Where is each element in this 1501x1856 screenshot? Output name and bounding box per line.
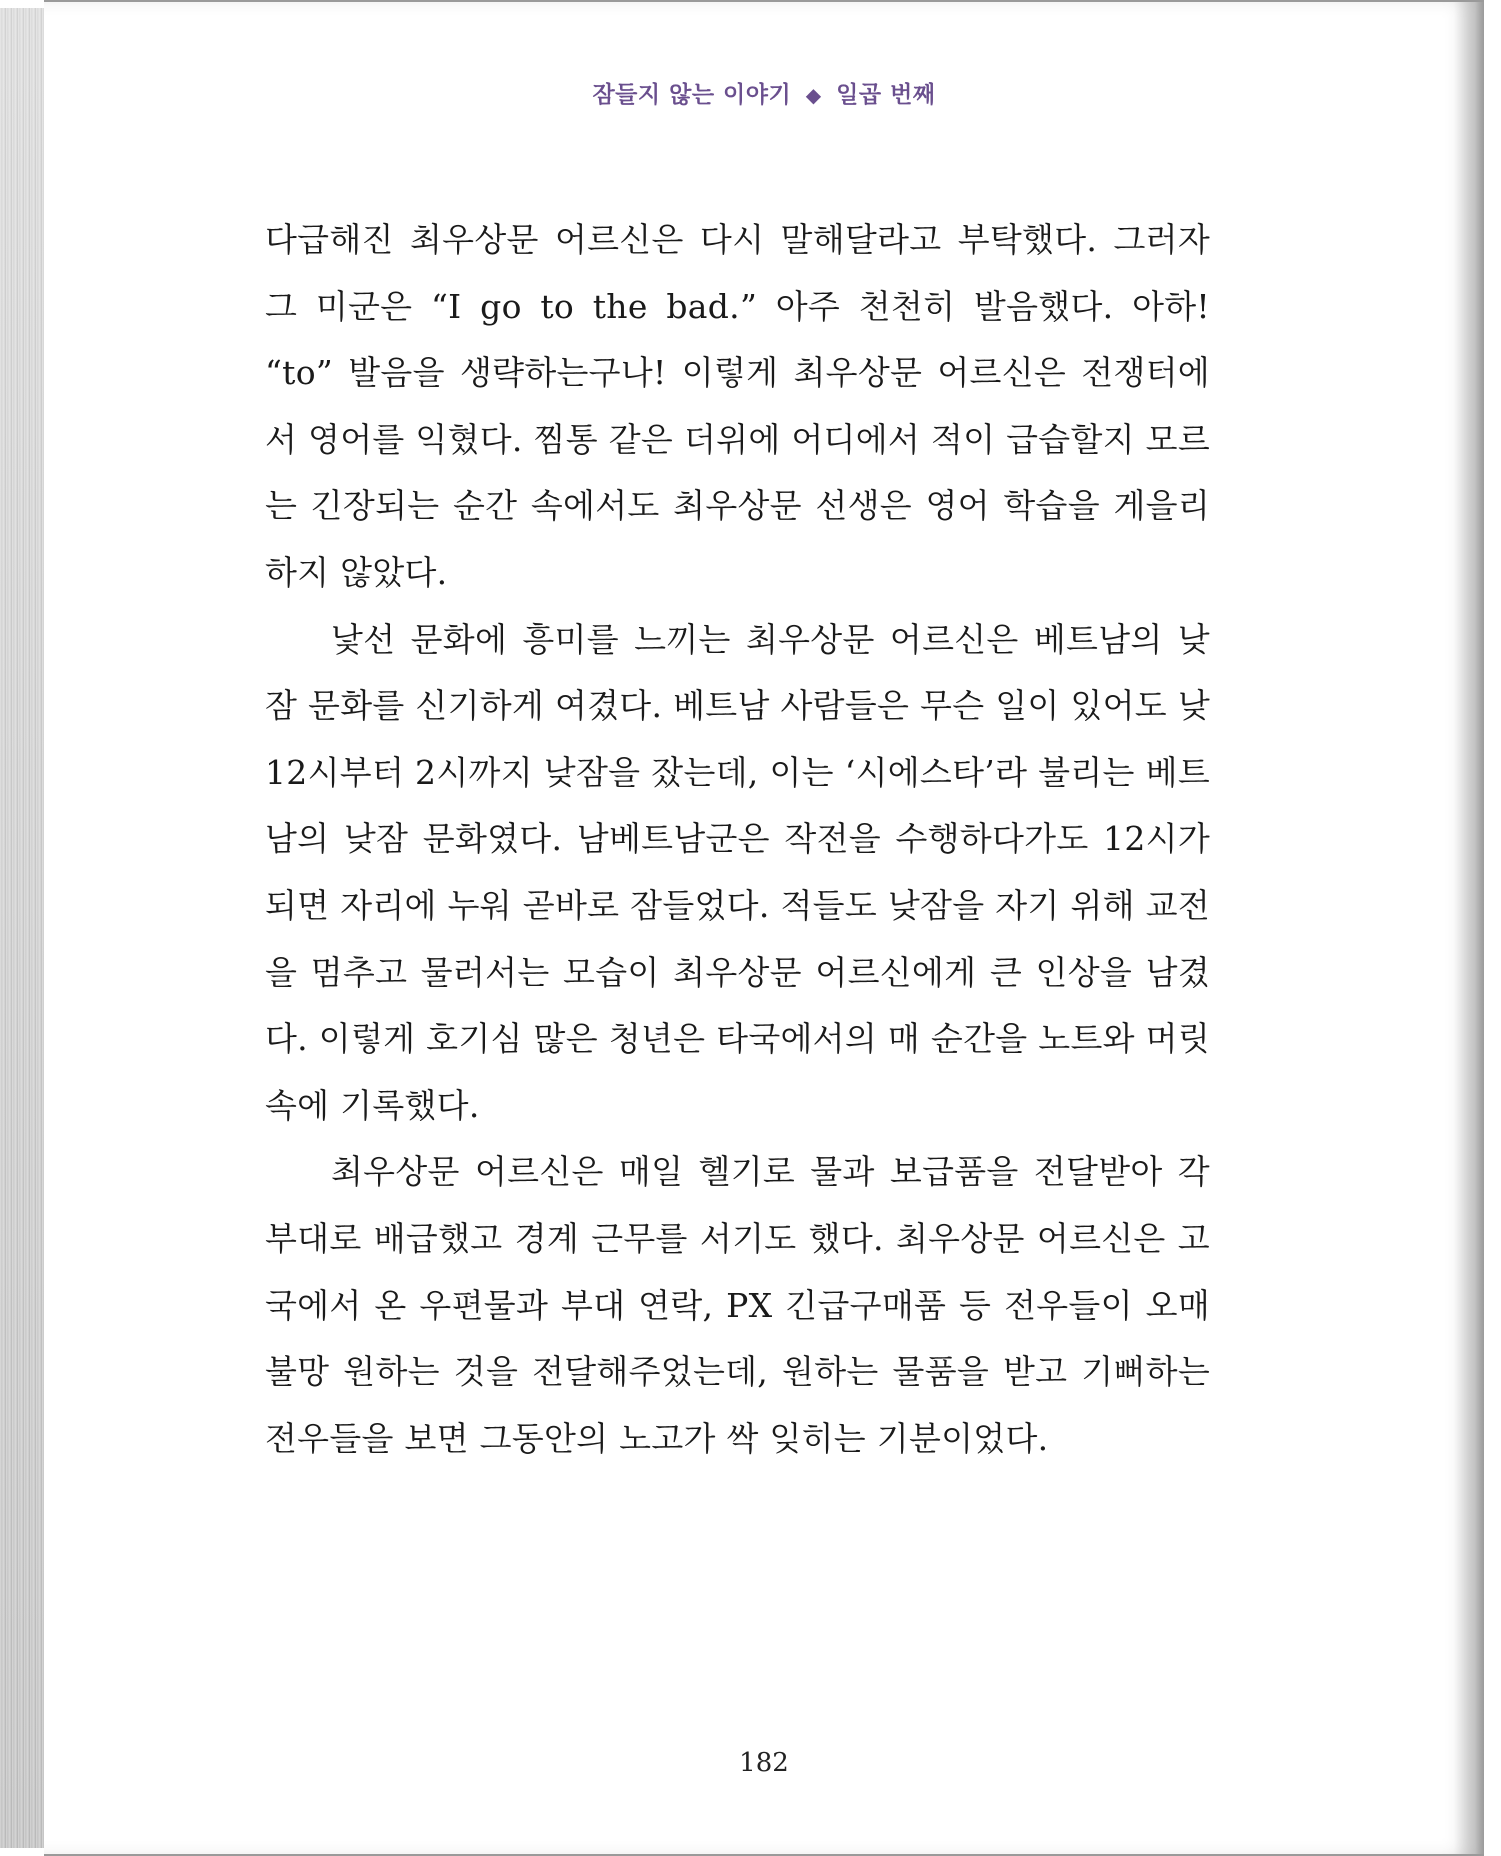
book-page-edges — [0, 8, 45, 1848]
body-text — [265, 207, 1210, 1472]
diamond-separator-icon: ◆ — [805, 83, 822, 107]
paragraph-1: 다급해진 최우상문 어르신은 다시 말해달라고 부탁했다. 그러자 그 미군은 “I go to the bad.” 아주 천천히 발음했다. 아하! “to” 발음을 생략하는구나! 이렇게 최우상문 어르신은 전쟁터에서 영어를 익혔다. 찜통 같은 더위에 어디에서 적이 급습할지 모르는 긴장되는 순간 속에서도 최우상문 선생은 영어 학습을 게을리하지 않았다. — [265, 220, 1210, 592]
paragraph-3: 최우상문 어르신은 매일 헬기로 물과 보급품을 전달받아 각 부대로 배급했고 경계 근무를 서기도 했다. 최우상문 어르신은 고국에서 온 우편물과 부대 연락, PX 긴급구매품 등 전우들이 오매불망 원하는 것을 전달해주었는데, 원하는 물품을 받고 기뻐하는 전우들을 보면 그동안의 노고가 싹 잊히는 기분이었다. — [265, 1152, 1210, 1458]
paragraph-2: 낯선 문화에 흥미를 느끼는 최우상문 어르신은 베트남의 낮잠 문화를 신기하게 여겼다. 베트남 사람들은 무슨 일이 있어도 낮 12시부터 2시까지 낮잠을 잤는데, 이는 ‘시에스타’라 불리는 베트남의 낮잠 문화였다. 남베트남군은 작전을 수행하다가도 12시가 되면 자리에 누워 곧바로 잠들었다. 적들도 낮잠을 자기 위해 교전을 멈추고 물러서는 모습이 최우상문 어르신에게 큰 인상을 남겼다. 이렇게 호기심 많은 청년은 타국에서의 매 순간을 노트와 머릿속에 기록했다. — [265, 619, 1210, 1125]
running-header — [44, 76, 1484, 109]
book-page — [44, 0, 1484, 1856]
page-number: 182 — [739, 1748, 789, 1778]
chapter-title: 일곱 번째 — [836, 82, 936, 108]
book-title: 잠들지 않는 이야기 — [592, 82, 792, 108]
